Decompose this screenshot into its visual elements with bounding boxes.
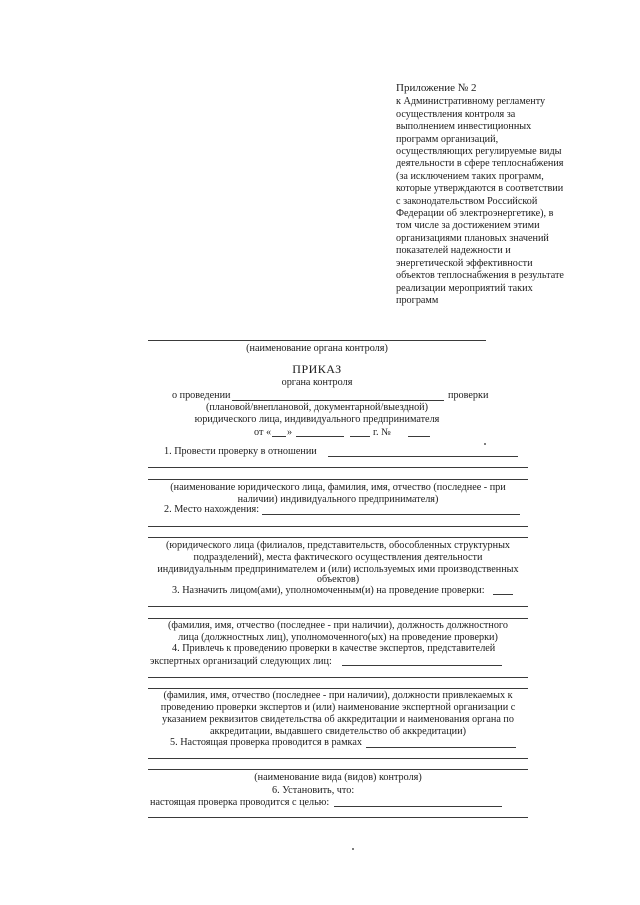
item3-hint: лица (должностных лиц), уполномоченного(ых) на проведение проверки) <box>178 632 498 643</box>
item4-line-1[interactable] <box>342 665 502 666</box>
date-month-line[interactable] <box>296 436 344 437</box>
scan-speck <box>352 848 354 850</box>
item3-line-3[interactable] <box>148 618 528 619</box>
date-year-line[interactable] <box>350 436 370 437</box>
item3-line-2[interactable] <box>148 606 528 607</box>
date-quote-close: » <box>287 427 293 438</box>
item4-line-3[interactable] <box>148 688 528 689</box>
item2-line-1[interactable] <box>262 514 520 515</box>
item3-hint: (фамилия, имя, отчество (последнее - при наличии), должность должностного <box>168 620 508 631</box>
item4-line-2[interactable] <box>148 677 528 678</box>
appendix-number: Приложение № 2 <box>396 82 477 94</box>
item6-line-2[interactable] <box>148 817 528 818</box>
item5-hint: (наименование вида (видов) контроля) <box>254 772 422 783</box>
item2-line-3[interactable] <box>148 537 528 538</box>
item6-label: 6. Установить, что: <box>272 785 355 796</box>
appendix-line: осуществления контроля за <box>396 108 516 120</box>
item5-label: 5. Настоящая проверка проводится в рамках <box>170 737 362 748</box>
appendix-line: реализации мероприятий таких <box>396 282 533 294</box>
item4-hint: проведению проверки экспертов и (или) наименование экспертной организации с <box>160 702 516 713</box>
item6-text: настоящая проверка проводится с целью: <box>150 797 330 808</box>
check-kind-line[interactable] <box>232 400 444 401</box>
item6-line-1[interactable] <box>334 806 502 807</box>
item1-hint: (наименование юридического лица, фамилия, имя, отчество (последнее - при <box>170 482 506 493</box>
appendix-line: показателей надежности и <box>396 245 511 257</box>
item2-hint: индивидуальным предпринимателем и (или) используемых ими производственных <box>157 564 519 575</box>
item2-hint: (юридического лица (филиалов, представительств, обособленных структурных <box>165 540 511 551</box>
item1-line-1[interactable] <box>328 456 518 457</box>
date-day-line[interactable] <box>272 436 286 437</box>
item1-line-3[interactable] <box>148 479 528 480</box>
item1-line-2[interactable] <box>148 467 528 468</box>
item4-hint: (фамилия, имя, отчество (последнее - при наличии), должности привлекаемых к <box>163 690 513 701</box>
item4-hint: указанием реквизитов свидетельства об аккредитации и наименования органа по <box>162 714 514 725</box>
item4-label: экспертных организаций следующих лиц: <box>150 656 332 667</box>
appendix-line: деятельности в сфере теплоснабжения <box>396 158 564 170</box>
item3-label: 3. Назначить лицом(ами), уполномоченным(и) на проведение проверки: <box>172 585 485 596</box>
about-prefix: о проведении <box>172 390 231 401</box>
item2-line-2[interactable] <box>148 526 528 527</box>
subject-line: юридического лица, индивидуального предпринимателя <box>194 414 440 425</box>
appendix-line: Федерации об электроэнергетике), в <box>396 208 554 220</box>
check-type-hint: (плановой/внеплановой, документарной/выездной) <box>205 402 429 413</box>
item5-line-1[interactable] <box>366 747 516 748</box>
appendix-line: том числе за достижением этими <box>396 220 540 232</box>
item2-hint: объектов) <box>316 574 360 585</box>
scan-speck <box>484 443 486 445</box>
appendix-line: энергетической эффективности <box>396 257 533 269</box>
about-suffix: проверки <box>448 390 489 401</box>
appendix-block <box>396 82 606 307</box>
item4-label: 4. Привлечь к проведению проверки в качестве экспертов, представителей <box>172 643 496 654</box>
date-year-label: г. № <box>373 427 391 438</box>
appendix-line: осуществляющих регулируемые виды <box>396 146 562 158</box>
order-subtitle: органа контроля <box>281 377 353 388</box>
appendix-line: программ <box>396 294 439 306</box>
appendix-line: (за исключением таких программ, <box>396 170 544 182</box>
date-prefix: от « <box>254 427 272 438</box>
appendix-line: объектов теплоснабжения в результате <box>396 270 564 282</box>
item2-hint: подразделений), места фактического осуществления деятельности <box>193 552 483 563</box>
item5-line-2[interactable] <box>148 758 528 759</box>
appendix-line: с законодательством Российской <box>396 195 538 207</box>
appendix-line: выполнением инвестиционных <box>396 121 532 133</box>
organ-name-caption: (наименование органа контроля) <box>246 343 388 354</box>
item3-line-1[interactable] <box>493 594 513 595</box>
appendix-line: программ организаций, <box>396 133 499 145</box>
item4-hint: аккредитации, выдавшего свидетельство об аккредитации) <box>210 726 466 737</box>
order-title: ПРИКАЗ <box>292 362 342 376</box>
organ-name-line[interactable] <box>148 340 486 341</box>
item1-hint: наличии) индивидуального предпринимателя) <box>237 494 439 505</box>
item1-label: 1. Провести проверку в отношении <box>164 446 317 457</box>
appendix-line: которые утверждаются в соответствии <box>396 183 564 195</box>
item2-label: 2. Место нахождения: <box>164 504 260 515</box>
order-number-line[interactable] <box>408 436 430 437</box>
appendix-line: к Административному регламенту <box>396 96 546 108</box>
item5-line-3[interactable] <box>148 769 528 770</box>
appendix-line: организациями плановых значений <box>396 232 549 244</box>
